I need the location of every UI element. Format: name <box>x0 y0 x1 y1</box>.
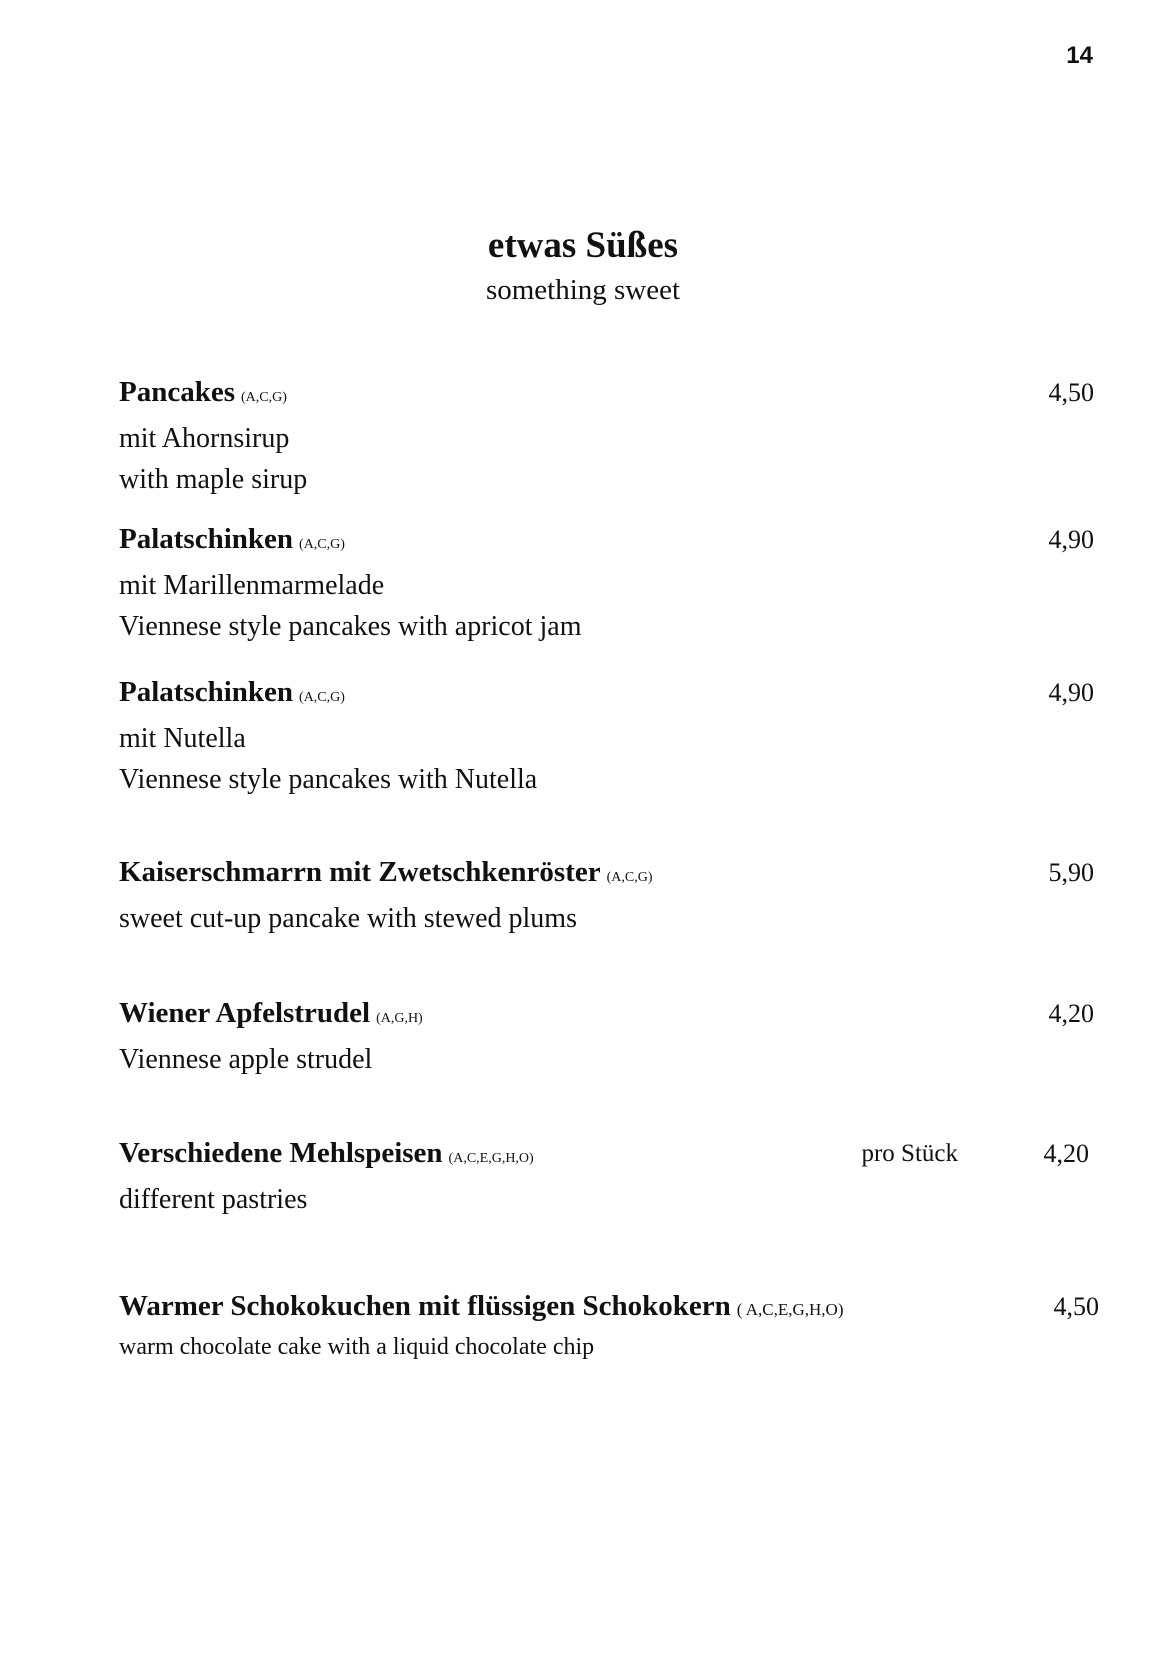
menu-item-price: 4,90 <box>1048 678 1094 707</box>
menu-item-name: Palatschinken <box>119 676 294 708</box>
menu-item-allergens: (A,C,E,G,H,O) <box>448 1151 534 1166</box>
menu-item-translation: Viennese style pancakes with apricot jam <box>119 611 582 642</box>
menu-item-heading <box>119 1133 1094 1179</box>
menu-item-name: Wiener Apfelstrudel <box>119 997 371 1029</box>
menu-item-name: Palatschinken <box>119 523 294 555</box>
menu-item-heading <box>119 519 1094 565</box>
section-subtitle: something sweet <box>485 274 681 306</box>
menu-item-palatschinken-nutella <box>119 672 1094 800</box>
menu-item-translation: with maple sirup <box>119 464 308 495</box>
menu-item-heading <box>119 993 1094 1039</box>
menu-item-description: mit Ahornsirup <box>119 423 290 454</box>
menu-item-price: 4,20 <box>1048 999 1094 1028</box>
menu-item-price: 4,20 <box>1043 1139 1089 1168</box>
menu-item-name: Pancakes <box>119 376 235 408</box>
menu-item-heading <box>119 1286 1099 1330</box>
menu-item-allergens: (A,G,H) <box>376 1011 423 1026</box>
menu-item-description: mit Marillenmarmelade <box>119 570 385 601</box>
menu-item-price: 4,50 <box>1053 1292 1099 1321</box>
menu-item-heading <box>119 372 1094 418</box>
menu-item-allergens: (A,C,G) <box>241 390 287 405</box>
menu-item-price: 5,90 <box>1048 858 1094 887</box>
menu-item-name: Verschiedene Mehlspeisen <box>119 1137 443 1169</box>
menu-item-price: 4,50 <box>1048 378 1094 407</box>
menu-item-schokokuchen <box>119 1286 1099 1364</box>
menu-item-allergens: ( A,C,E,G,H,O) <box>736 1300 844 1319</box>
menu-item-mehlspeisen <box>119 1133 1094 1220</box>
section-title: etwas Süßes <box>487 225 679 266</box>
menu-item-apfelstrudel <box>119 993 1094 1080</box>
menu-item-translation: sweet cut-up pancake with stewed plums <box>119 903 577 934</box>
menu-item-pancakes <box>119 372 1094 500</box>
section-header <box>0 222 1166 310</box>
menu-item-allergens: (A,C,G) <box>299 690 345 705</box>
menu-item-name: Warmer Schokokuchen mit flüssigen Schokokern <box>119 1290 731 1322</box>
page-number: 14 <box>1066 42 1093 69</box>
menu-item-translation: warm chocolate cake with a liquid chocolate chip <box>119 1334 595 1360</box>
menu-item-heading <box>119 852 1094 898</box>
menu-item-allergens: (A,C,G) <box>299 537 345 552</box>
menu-item-description: mit Nutella <box>119 723 246 754</box>
menu-item-translation: Viennese apple strudel <box>119 1044 373 1075</box>
menu-item-kaiserschmarrn <box>119 852 1094 939</box>
menu-item-palatschinken-apricot <box>119 519 1094 647</box>
menu-item-translation: different pastries <box>119 1184 308 1215</box>
menu-item-price: 4,90 <box>1048 525 1094 554</box>
menu-item-name: Kaiserschmarrn mit Zwetschkenröster <box>119 856 601 888</box>
menu-item-allergens: (A,C,G) <box>606 870 653 885</box>
menu-item-unit: pro Stück <box>861 1140 958 1167</box>
menu-item-heading <box>119 672 1094 718</box>
menu-item-translation: Viennese style pancakes with Nutella <box>119 764 538 795</box>
